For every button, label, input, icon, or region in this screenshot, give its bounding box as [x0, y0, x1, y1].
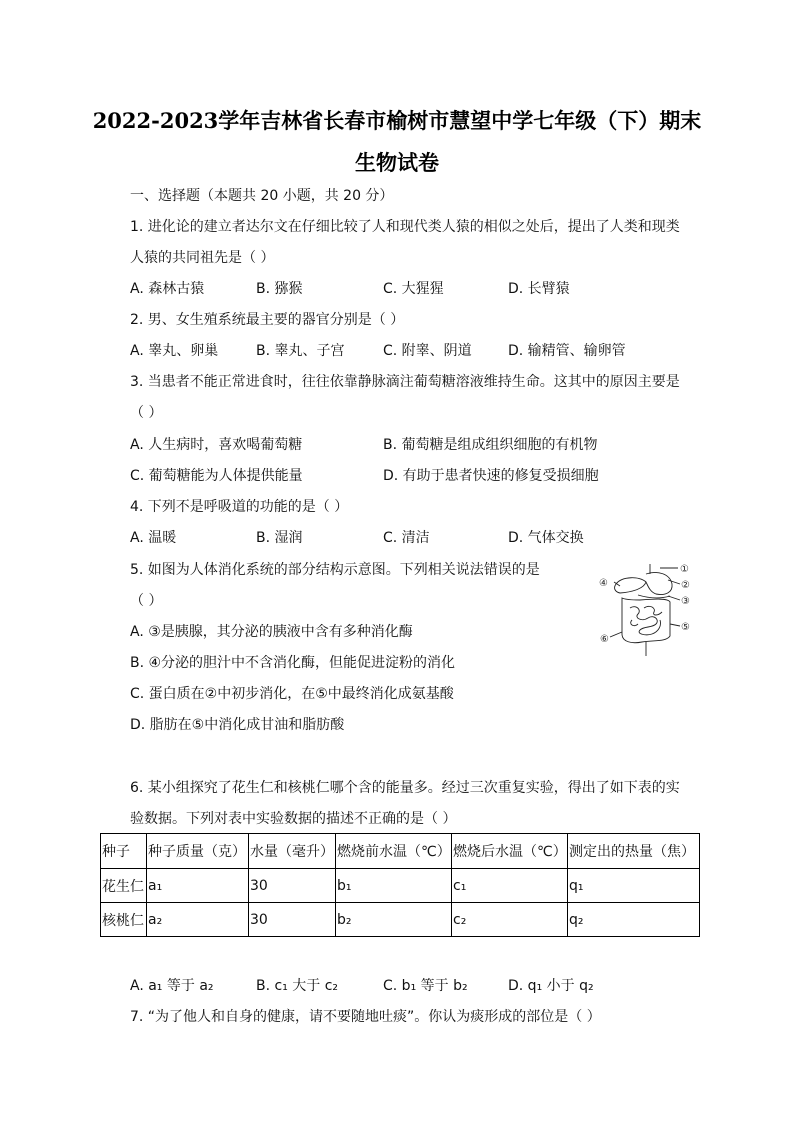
- q2-option-a: A. 睾丸、卵巢: [130, 343, 219, 359]
- q6-stem-line-2: 验数据。下列对表中实验数据的描述不正确的是（ ）: [130, 811, 457, 827]
- large-intestine-shape: [622, 598, 670, 643]
- figure-label-6: ⑥: [600, 634, 609, 645]
- small-intestine-shape: [630, 606, 662, 634]
- table-cell: b₁: [336, 869, 452, 903]
- stomach-shape: [646, 572, 672, 594]
- page-title-line-2: 生物试卷: [355, 150, 439, 175]
- pancreas-shape: [638, 595, 670, 598]
- figure-label-2: ②: [681, 580, 690, 591]
- q6-option-c: C. b₁ 等于 b₂: [383, 978, 468, 994]
- q3-stem-line-1: 3. 当患者不能正常进食时，往往依靠静脉滴注葡萄糖溶液维持生命。这其中的原因主要是: [130, 374, 680, 390]
- table-cell: 核桃仁: [101, 903, 147, 937]
- table-header-cell: 燃烧后水温（℃）: [452, 834, 568, 869]
- section-heading: 一、选择题（本题共 20 小题，共 20 分）: [130, 188, 394, 204]
- figure-label-1: ①: [680, 564, 689, 575]
- q1-option-a: A. 森林古猿: [130, 281, 205, 297]
- q2-option-b: B. 睾丸、子宫: [256, 343, 345, 359]
- page-title-line-1: 2022-2023学年吉林省长春市榆树市慧望中学七年级（下）期末: [92, 108, 702, 133]
- q3-option-b: B. 葡萄糖是组成组织细胞的有机物: [383, 437, 598, 453]
- table-cell: q₁: [568, 869, 700, 903]
- q6-option-a: A. a₁ 等于 a₂: [130, 978, 214, 994]
- table-cell: a₁: [147, 869, 249, 903]
- q2-option-d: D. 输精管、输卵管: [508, 343, 626, 359]
- q6-option-d: D. q₁ 小于 q₂: [508, 978, 594, 994]
- table-header-cell: 种子: [101, 834, 147, 869]
- table-cell: b₂: [336, 903, 452, 937]
- q5-option-a: A. ③是胰腺，其分泌的胰液中含有多种消化酶: [130, 624, 413, 640]
- table-cell: c₂: [452, 903, 568, 937]
- table-cell: a₂: [147, 903, 249, 937]
- q4-option-a: A. 温暖: [130, 530, 177, 546]
- table-header-cell: 测定出的热量（焦）: [568, 834, 700, 869]
- q3-option-d: D. 有助于患者快速的修复受损细胞: [383, 468, 599, 484]
- table-cell: q₂: [568, 903, 700, 937]
- q3-option-a: A. 人生病时，喜欢喝葡萄糖: [130, 437, 303, 453]
- experiment-data-table: [100, 833, 700, 937]
- q1-option-b: B. 猕猴: [256, 281, 303, 297]
- table-header-cell: 水量（毫升）: [249, 834, 336, 869]
- q4-stem: 4. 下列不是呼吸道的功能的是（ ）: [130, 499, 349, 515]
- q2-option-c: C. 附睾、阴道: [383, 343, 472, 359]
- q5-option-d: D. 脂肪在⑤中消化成甘油和脂肪酸: [130, 717, 345, 733]
- q4-option-d: D. 气体交换: [508, 530, 584, 546]
- q5-option-b: B. ④分泌的胆汁中不含消化酶，但能促进淀粉的消化: [130, 655, 456, 671]
- q4-option-c: C. 清洁: [383, 530, 430, 546]
- table-cell: c₁: [452, 869, 568, 903]
- q4-option-b: B. 湿润: [256, 530, 303, 546]
- q7-stem: 7. “为了他人和自身的健康，请不要随地吐痰”。你认为痰形成的部位是（ ）: [130, 1009, 601, 1025]
- q1-stem-line-2: 人猿的共同祖先是（ ）: [130, 250, 275, 266]
- table-row: [101, 903, 700, 937]
- q5-stem-line-1: 5. 如图为人体消化系统的部分结构示意图。下列相关说法错误的是: [130, 562, 540, 578]
- q2-stem: 2. 男、女生殖系统最主要的器官分别是（ ）: [130, 312, 405, 328]
- table-header-cell: 燃烧前水温（℃）: [336, 834, 452, 869]
- q5-option-c: C. 蛋白质在②中初步消化，在⑤中最终消化成氨基酸: [130, 686, 454, 702]
- figure-label-3: ③: [681, 596, 690, 607]
- q1-option-d: D. 长臂猿: [508, 281, 570, 297]
- table-header-row: [101, 834, 700, 869]
- q6-stem-line-1: 6. 某小组探究了花生仁和核桃仁哪个含的能量多。经过三次重复实验，得出了如下表的实: [130, 780, 680, 796]
- figure-label-4: ④: [599, 578, 608, 589]
- q3-stem-line-2: （ ）: [130, 405, 163, 421]
- table-cell: 花生仁: [101, 869, 147, 903]
- q6-option-b: B. c₁ 大于 c₂: [256, 978, 339, 994]
- table-header-cell: 种子质量（克）: [147, 834, 249, 869]
- q1-option-c: C. 大猩猩: [383, 281, 444, 297]
- table-cell: 30: [249, 903, 336, 937]
- q3-option-c: C. 葡萄糖能为人体提供能量: [130, 468, 303, 484]
- q5-stem-line-2: （ ）: [130, 593, 163, 609]
- q1-stem-line-1: 1. 进化论的建立者达尔文在仔细比较了人和现代类人猿的相似之处后，提出了人类和现类: [130, 219, 680, 235]
- table-row: [101, 869, 700, 903]
- digestive-system-figure: [598, 562, 694, 662]
- table-cell: 30: [249, 869, 336, 903]
- figure-label-5: ⑤: [681, 622, 690, 633]
